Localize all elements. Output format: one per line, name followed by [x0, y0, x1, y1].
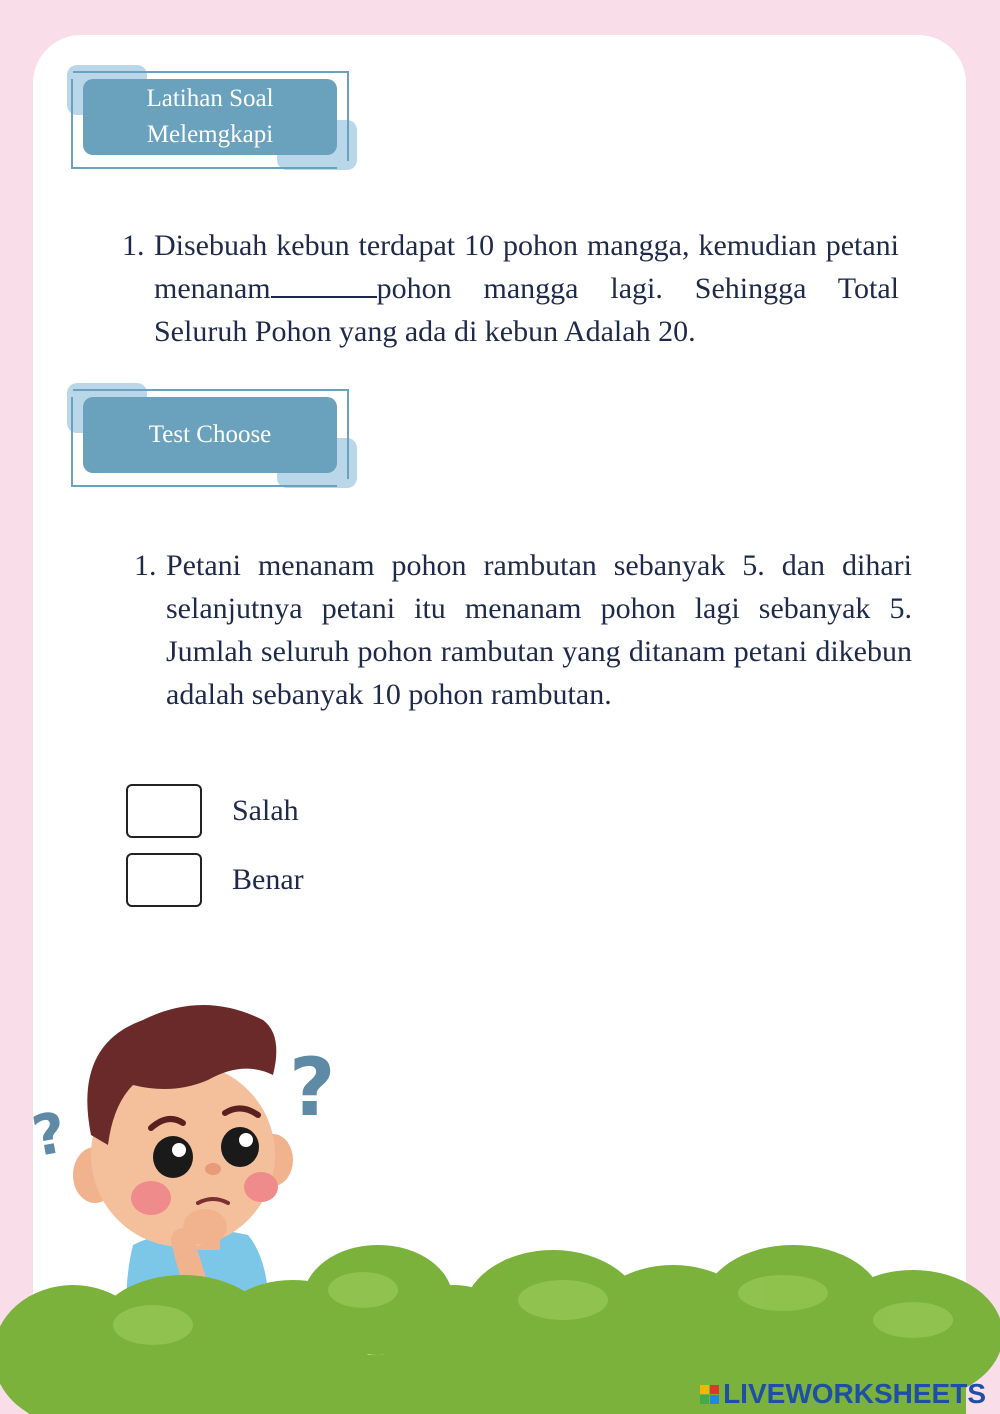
question-number: 1. [134, 549, 157, 582]
thinking-boy-illustration [27, 35, 966, 1414]
section-title: Test Choose [83, 397, 337, 473]
option-label: Salah [232, 794, 299, 827]
brand-name: LIVEWORKSHEETS [723, 1378, 986, 1409]
liveworksheets-icon [700, 1385, 719, 1404]
option-label: Benar [232, 863, 304, 896]
question-number: 1. [122, 229, 145, 262]
liveworksheets-logo [700, 1378, 986, 1410]
question-mark-icon: ? [27, 1100, 71, 1170]
question-text-after: pohon mangga lagi. Sehingga Total Seluruh Pohon yang ada di kebun Adalah 20. [154, 272, 899, 348]
question-text-before: Disebuah kebun terdapat 10 pohon mangga, kemudian petani menanam [154, 229, 899, 305]
question-mark-icon: ? [289, 1041, 336, 1134]
worksheet-page [27, 35, 966, 1414]
question-text: Petani menanam pohon rambutan sebanyak 5. dan dihari selanjutnya petani itu menanam pohon lagi sebanyak 5. Jumlah seluruh pohon rambutan yang ditanam petani dikebun adalah sebanyak 10 pohon rambutan. [166, 549, 912, 711]
section-title-line1: Latihan Soal [146, 85, 274, 112]
section-title-line2: Melemgkapi [146, 121, 274, 148]
